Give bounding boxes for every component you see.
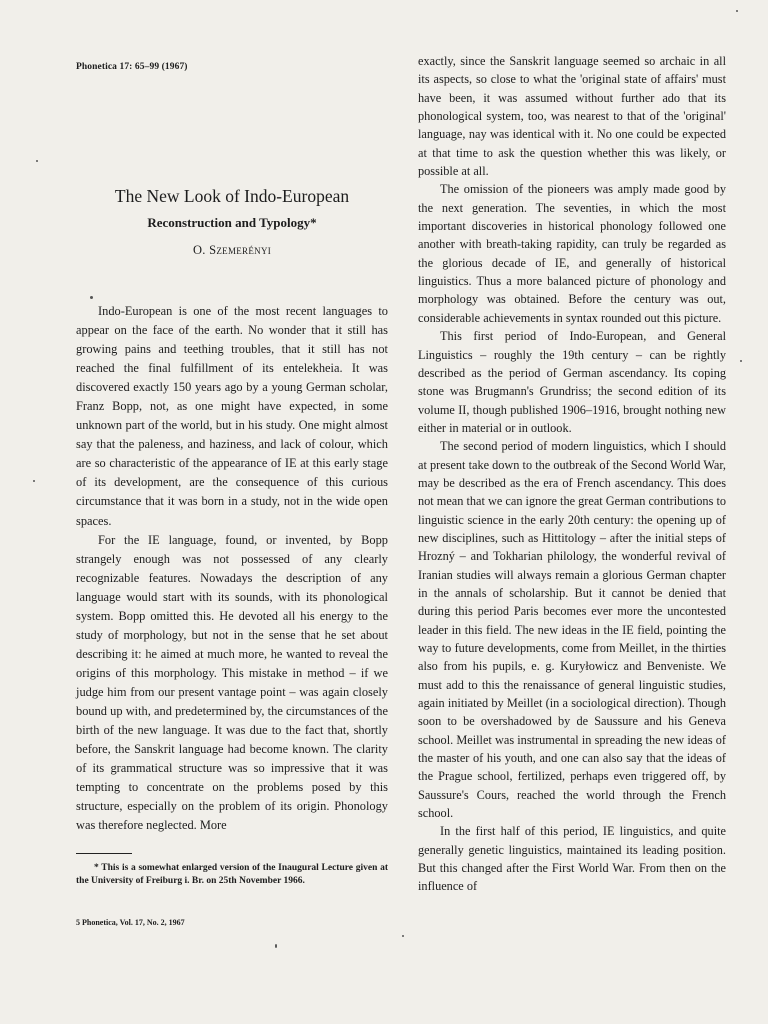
scan-speck [33,480,35,482]
paragraph: The second period of modern linguistics, which I should at present take down to the outbreak of the Second World War, may be described as the era of French ascendancy. This does not mean that we can ignore the great German contributions to linguistic science in the early 20th century: the opening up of new disciplines, such as Hittitology – after the initial steps of Hrozný – and Tokharian philology, the wonderful revival of Iranian studies will always remain a glorious German chapter in the annals of scholarship. But it cannot be denied that during this period Paris becomes ever more the uncontested leader in this field. The new ideas in the IE field, pointing the way to future developments, come from Meillet, in the thirties also from his pupils, e. g. Kuryłowicz and Benveniste. We must add to this the renaissance of general linguistic studies, again initiated by Meillet (in a sociological direction). Though soon to be overshadowed by de Saussure and his Geneva school. Meillet was instrumental in spreading the new ideas of the master of his youth, and one can also say that the ideas of the Prague school, fertilized, perhaps even triggered off, by Saussure's Cours, reached the world through the French school. [418,439,727,821]
footnote-divider [76,853,132,854]
paragraph: In the first half of this period, IE linguistics, and quite generally genetic linguistics, maintained its leading position. But this changed after the First World War. From then on the influence of [418,824,726,894]
article-author: O. Szemerényi [192,243,272,257]
paragraph: Indo-European is one of the most recent languages to appear on the face of the earth. No wonder that it still has growing pains and teething troubles, that it still has not reached the final fulfillment of its entelekheia. It was discovered exactly 150 years ago by a young German scholar, Franz Bopp, not, as one might have expected, in some unknown part of the world, but in his study. One might almost say that the paleness, and haziness, and lack of colour, which are so characteristic of the appearance of IE at this early stage of its development, are the consequence of this curious circumstance that it was born in a study, not in the wide open spaces. [76,304,388,528]
scan-speck [275,944,277,948]
paragraph: This first period of Indo-European, and General Linguistics – roughly the 19th century – can be rightly described as the period of German ascendancy. Its coping stone was Brugmann's Grundriss; the second edition of its volume II, though published 1906–1916, brought nothing new either in material or in outlook. [418,329,726,435]
article-title: The New Look of Indo-European [114,186,350,206]
paragraph: The omission of the pioneers was amply made good by the next generation. The seventies, in which the most important discoveries in historical phonology followed one another with breath-taking rapidity, can truly be regarded as the glorious decade of IE, and generally of historical linguistics. Thus a more balanced picture of phonology and morphology was obtained. Before the century was out, considerable achievements in syntax rounded out this picture. [418,182,726,325]
scan-speck [36,160,38,162]
left-column [76,62,388,927]
scan-speck [90,296,93,299]
paragraph: exactly, since the Sanskrit language seemed so archaic in all its aspects, so close to what the 'original state of affairs' must have been, it was assumed without further ado that its phonological system, too, was nearest to that of the 'original' language, nay was identical with it. No one could be expected at that time to ask the question whether this was likely, or possible at all. [418,54,726,179]
scan-speck [402,935,404,937]
paragraph: For the IE language, found, or invented, by Bopp strangely enough was not possessed of any clearly recognizable features. Nowadays the description of any language would start with its sounds, with its phonological system. Bopp omitted this. He devoted all his energy to the study of morphology, but not in the sense that he set about describing it: he aimed at much more, he wanted to reveal the origins of this morphology. This mistake in method – if we judge him from our present vantage point – was again closely bound up with, and predetermined by, the circumstances of the birth of the new language. It was due to the fact that, shortly before, the Sanskrit language had become known. The clarity of its grammatical structure was so impressive that it was tempting to concentrate on the problems posed by this structure, especially on the problem of its origin. Phonology was therefore neglected. More [76,532,388,833]
scan-speck [740,360,742,362]
right-column [418,52,726,896]
page-footer: 5 Phonetica, Vol. 17, No. 2, 1967 [76,918,185,928]
article-subtitle: Reconstruction and Typology* [147,215,317,230]
left-body-text [76,302,388,835]
footnote: * This is a somewhat enlarged version of the Inaugural Lecture given at the University of Freiburg i. Br. on 25th November 1966. [76,863,388,887]
scan-speck [736,10,738,12]
journal-reference: Phonetica 17: 65–99 (1967) [76,62,188,72]
